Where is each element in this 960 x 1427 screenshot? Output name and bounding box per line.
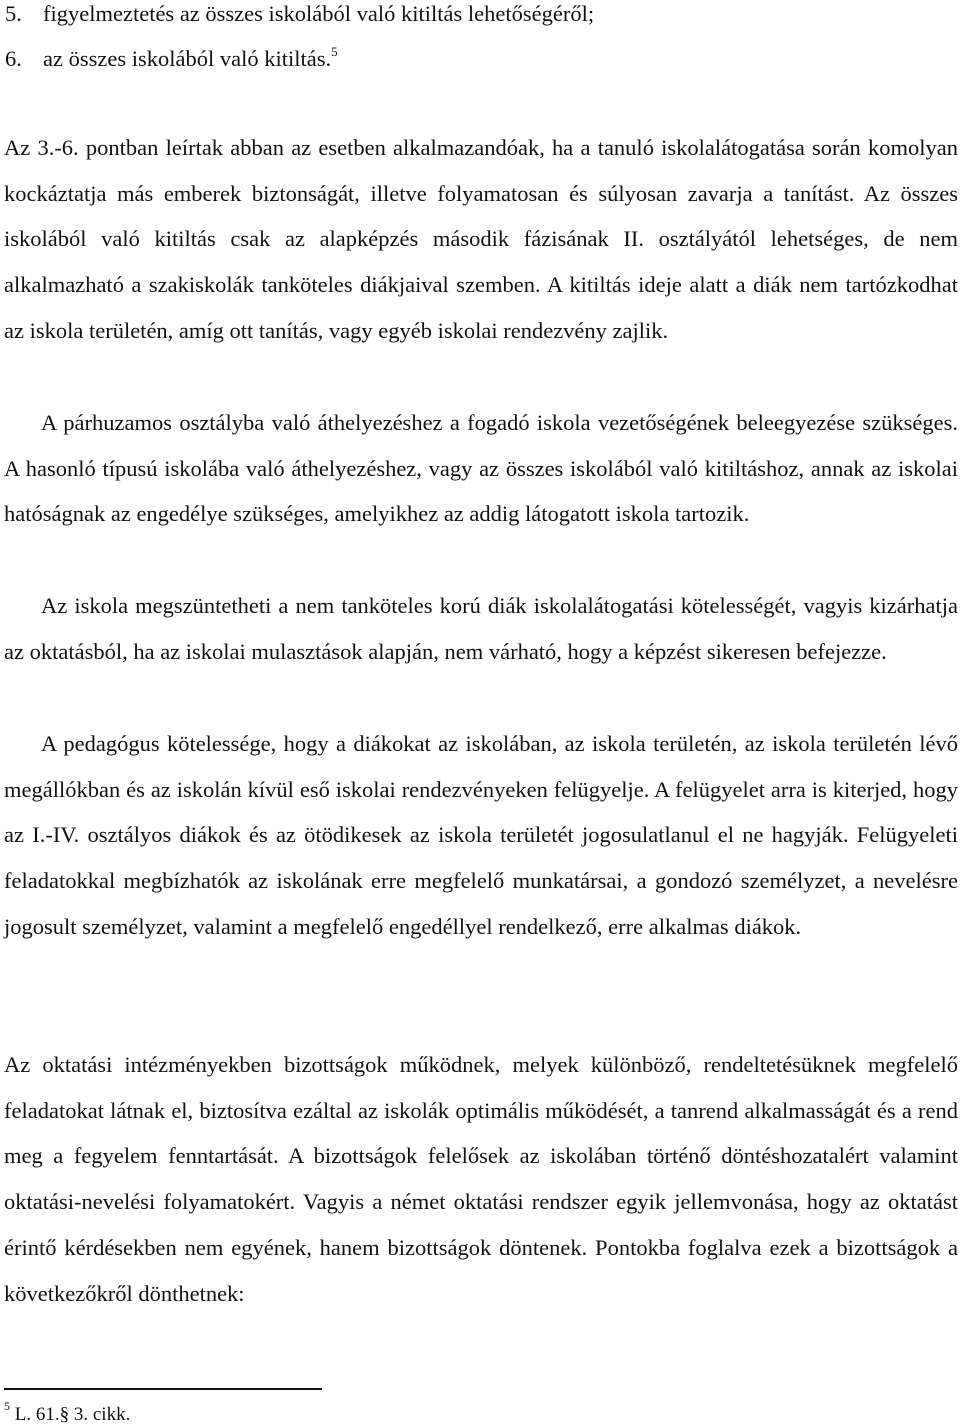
footnote <box>4 1398 131 1426</box>
footnote-marker: 5 <box>4 1398 10 1413</box>
list-item <box>4 0 594 28</box>
list-item-text: az összes iskolából való kitiltás. <box>43 46 332 71</box>
body-paragraph: Az oktatási intézményekben bizottságok működnek, melyek különböző, rendeltetésüknek megfelelő feladatokat látnak el, biztosítva ezáltal az iskolák optimális működését, a tanrend alkalmasságát és a rend meg a fegyelem fenntartását. A bizottságok felelősek az iskolában történő döntéshozatalért valamint oktatási-nevelési folyamatokért. Vagyis a német oktatási rendszer egyik jellemvonása, hogy az oktatást érintő kérdésekben nem egyének, hanem bizottságok döntenek. Pontokba foglalva ezek a bizottságok a következőkről dönthetnek: <box>4 1052 958 1306</box>
list-item-number: 6. <box>5 46 22 71</box>
body-paragraph: A pedagógus kötelessége, hogy a diákokat az iskolában, az iskola területén, az iskola területén lévő megállókban és az iskolán kívül eső iskolai rendezvényeken felügyelje. A felügyelet arra is kiterjed, hogy az I.-IV. osztályos diákok és az ötödikesek az iskola területét jogosulatlanul el ne hagyják. Felügyeleti feladatokkal megbízhatók az iskolának erre megfelelő munkatársai, a gondozó személyzet, a nevelésre jogosult személyzet, valamint a megfelelő engedéllyel rendelkező, erre alkalmas diákok. <box>4 731 958 939</box>
list-item <box>4 45 338 73</box>
footnote-text: L. 61.§ 3. cikk. <box>10 1404 131 1425</box>
body-paragraph: Az 3.-6. pontban leírtak abban az esetben alkalmazandóak, ha a tanuló iskolalátogatása során komolyan kockáztatja más emberek biztonságát, illetve folyamatosan és súlyosan zavarja a tanítást. Az összes iskolából való kitiltás csak az alapképzés második fázisának II. osztályától lehetséges, de nem alkalmazható a szakiskolák tanköteles diákjaival szemben. A kitiltás ideje alatt a diák nem tartózkodhat az iskola területén, amíg ott tanítás, vagy egyéb iskolai rendezvény zajlik. <box>4 135 958 343</box>
list-item-text: figyelmeztetés az összes iskolából való kitiltás lehetőségéről; <box>43 1 595 26</box>
footnote-separator <box>4 1388 322 1390</box>
body-paragraph: A párhuzamos osztályba való áthelyezéshez a fogadó iskola vezetőségének beleegyezése szükséges. A hasonló típusú iskolába való áthelyezéshez, vagy az összes iskolából való kitiltáshoz, annak az iskolai hatóságnak az engedélye szükséges, amelyikhez az addig látogatott iskola tartozik. <box>4 410 958 527</box>
list-item-number: 5. <box>5 1 22 26</box>
footnote-reference[interactable]: 5 <box>331 43 338 59</box>
body-paragraph: Az iskola megszüntetheti a nem tanköteles korú diák iskolalátogatási kötelességét, vagyis kizárhatja az oktatásból, ha az iskolai mulasztások alapján, nem várható, hogy a képzést sikeresen befejezze. <box>4 593 958 664</box>
